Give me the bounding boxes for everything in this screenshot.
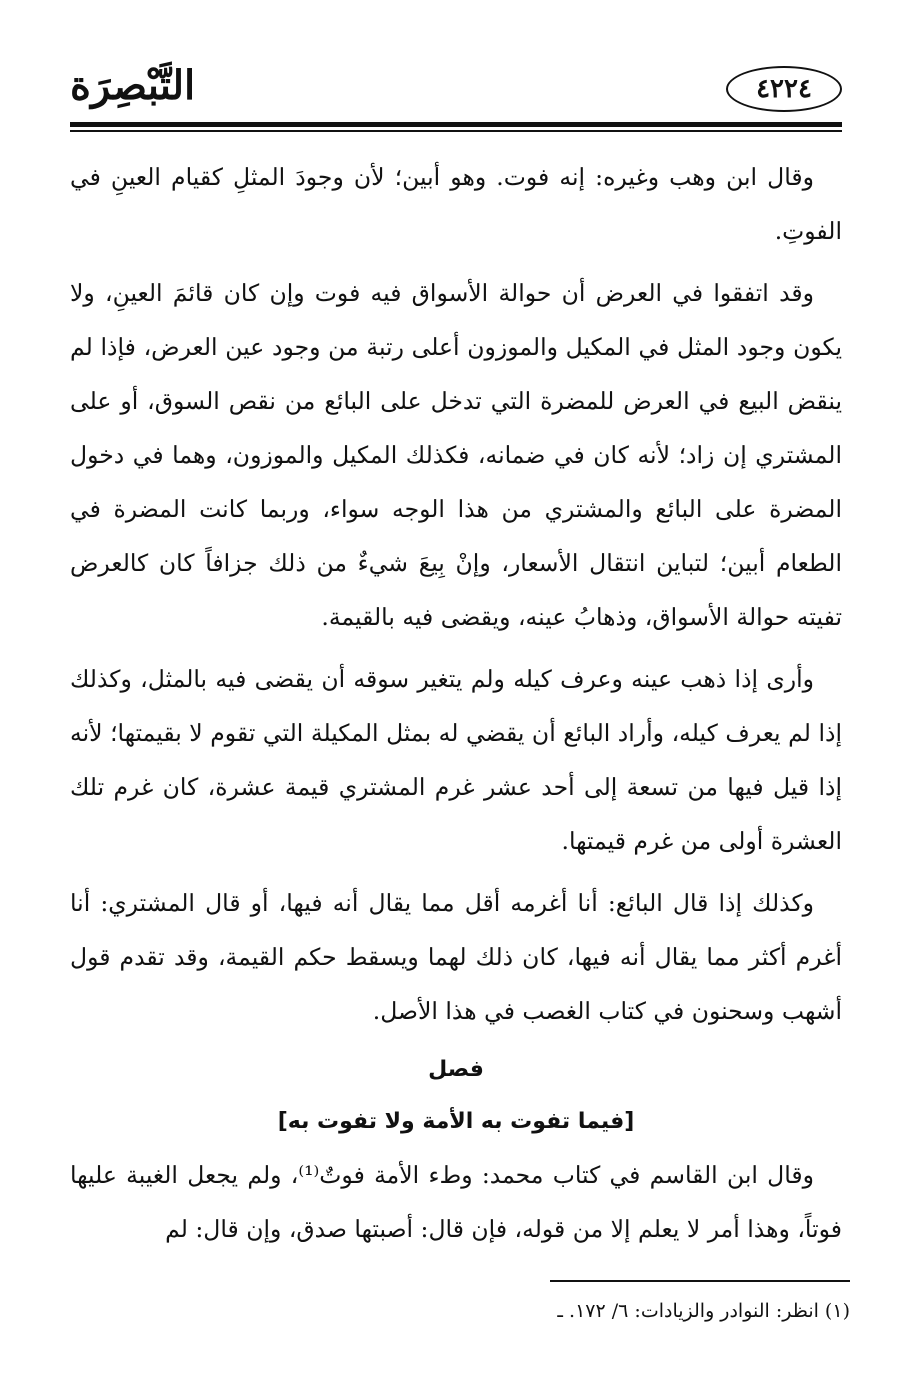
page-number: ٤٢٢٤ — [756, 74, 812, 104]
paragraph: وأرى إذا ذهب عينه وعرف كيله ولم يتغير سوقه أن يقضى فيه بالمثل، وكذلك إذا لم يعرف كيله، وأراد البائع أن يقضي له بمثل المكيلة التي تقوم لا بقيمتها؛ لأنه إذا قيل فيها من تسعة إلى أحد عشر غرم المشتري قيمة عشرة، كان غرم تلك العشرة أولى من غرم قيمتها. — [70, 665, 842, 855]
page-body — [70, 150, 842, 1256]
section-heading: فصل — [428, 1057, 484, 1082]
book-title: التَّبْصِرَة — [70, 62, 196, 109]
section-subheading: [فيما تفوت به الأمة ولا تفوت به] — [277, 1109, 635, 1134]
paragraph: وقال ابن القاسم في كتاب محمد: وطء الأمة فوتٌ⁽¹⁾، ولم يجعل الغيبة عليها فوتاً، وهذا أمر لا يعلم إلا من قوله، فإن قال: أصبتها صدق، وإن قال: لم — [70, 1161, 842, 1243]
page-header — [70, 58, 842, 130]
page-number-frame — [726, 66, 842, 112]
paragraph: وقال ابن وهب وغيره: إنه فوت. وهو أبين؛ لأن وجودَ المثلِ كقيام العينِ في الفوتِ. — [70, 163, 842, 245]
footnote: (١) انظر: النوادر والزيادات: ٦/ ١٧٢. ـ — [557, 1300, 850, 1322]
paragraph: وكذلك إذا قال البائع: أنا أغرمه أقل مما يقال أنه فيها، أو قال المشتري: أنا أغرم أكثر مما يقال أنه فيها، كان ذلك لهما ويسقط حكم القيمة، وقد تقدم قول أشهب وسحنون في كتاب الغصب في هذا الأصل. — [70, 889, 842, 1025]
header-rule — [70, 122, 842, 127]
footnote-rule — [550, 1280, 850, 1282]
header-rule-thin — [70, 130, 842, 132]
paragraph: وقد اتفقوا في العرض أن حوالة الأسواق فيه فوت وإن كان قائمَ العينِ، ولا يكون وجود المثل في المكيل والموزون أعلى رتبة من وجود عين العرض، فإذا لم ينقض البيع في العرض للمضرة التي تدخل على البائع من نقص السوق، أو على المشتري إن زاد؛ لأنه كان في ضمانه، فكذلك المكيل والموزون، وهما في دخول المضرة على البائع والمشتري من هذا الوجه سواء، وربما كانت المضرة في الطعام أبين؛ لتباين انتقال الأسعار، وإنْ بِيعَ شيءٌ من ذلك جزافاً كان كالعرض تفيته حوالة الأسواق، وذهابُ عينه، ويقضى فيه بالقيمة. — [70, 279, 842, 631]
